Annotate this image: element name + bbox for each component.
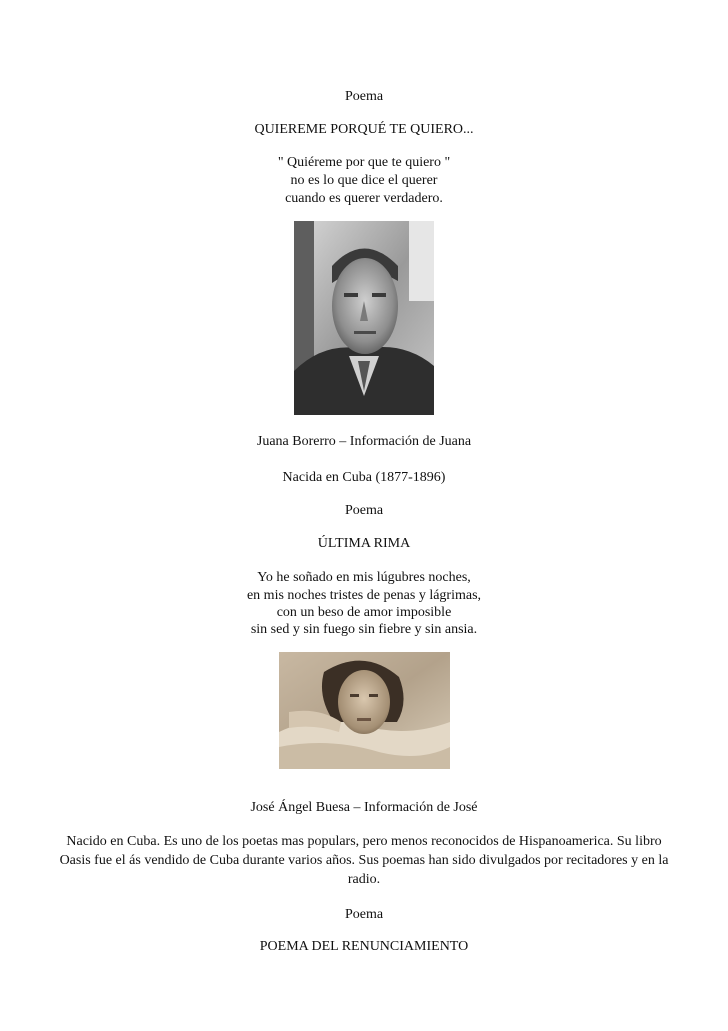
- portrait-photo-man: [294, 221, 434, 415]
- author-heading-juana: Juana Borerro – Información de Juana: [256, 434, 472, 449]
- poem-verse: " Quiéreme por que te quiero ": [277, 155, 451, 170]
- author-birth: Nacida en Cuba (1877-1896): [282, 470, 446, 485]
- poem-title-2: ÚLTIMA RIMA: [317, 536, 411, 551]
- poem-title-3: POEMA DEL RENUNCIAMIENTO: [259, 939, 469, 954]
- poem-verse: sin sed y sin fuego sin fiebre y sin ansia.: [250, 622, 478, 637]
- poem-label-2: Poema: [344, 503, 384, 518]
- poem-title-1: QUIEREME PORQUÉ TE QUIERO...: [254, 122, 474, 137]
- poem-label-3: Poema: [344, 907, 384, 922]
- author-bio: Nacido en Cuba. Es uno de los poetas mas populars, pero menos reconocidos de Hispanoamerica. Su libro Oasis fue el ás vendido de Cuba durante varios años. Sus poemas han sido divulgados por recitadores y en la radio.: [59, 834, 669, 887]
- portrait-photo-woman: [279, 652, 450, 769]
- poem-verse: Yo he soñado en mis lúgubres noches,: [257, 570, 471, 585]
- poem-verse: no es lo que dice el querer: [290, 173, 438, 188]
- poem-verse: en mis noches tristes de penas y lágrimas,: [246, 588, 482, 603]
- author-heading-jose: José Ángel Buesa – Información de José: [250, 800, 478, 815]
- poem-label-1: Poema: [344, 89, 384, 104]
- poem-verse: con un beso de amor imposible: [276, 605, 452, 620]
- poem-verse: cuando es querer verdadero.: [285, 191, 443, 206]
